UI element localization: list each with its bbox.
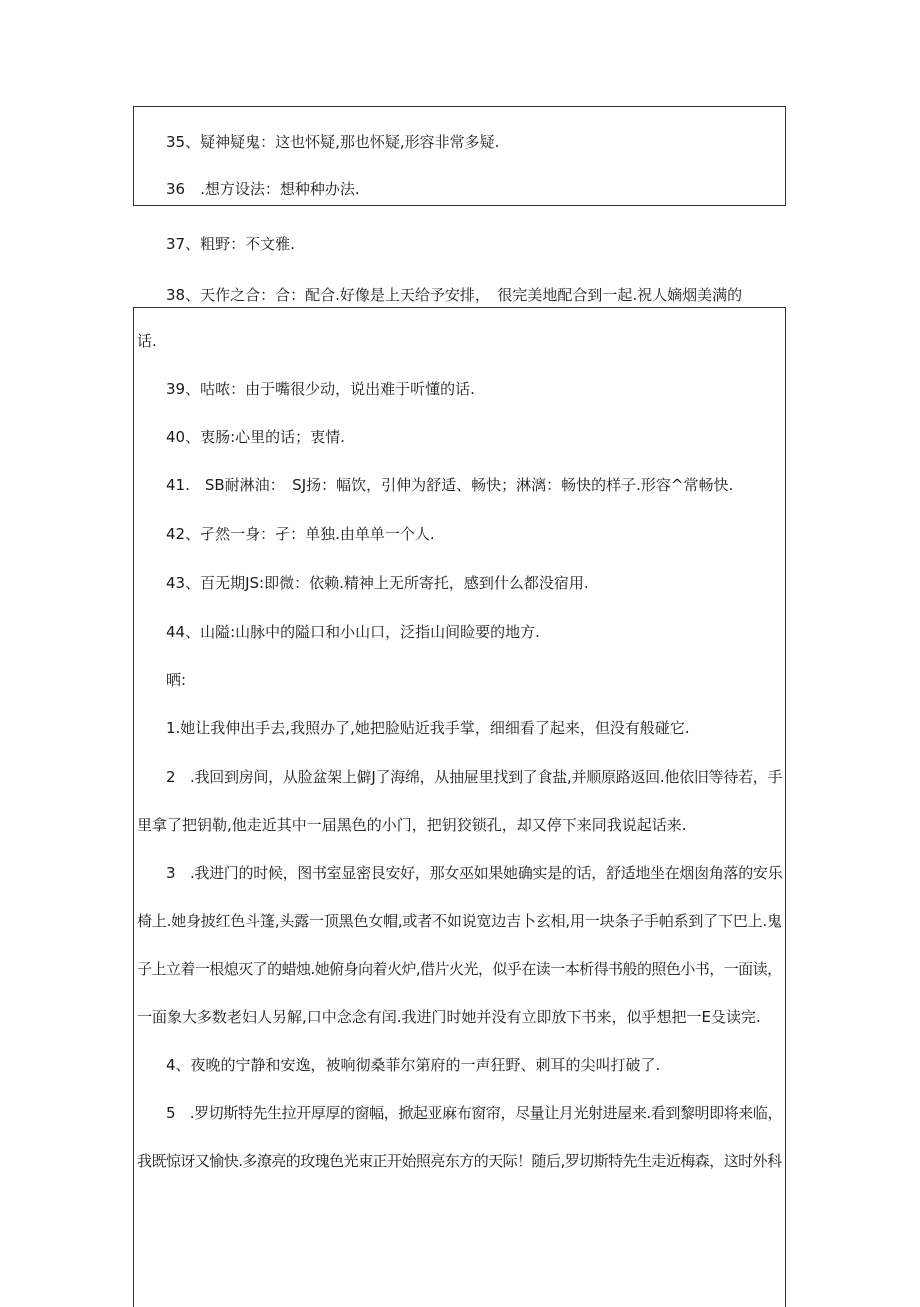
- text-line-41: 41. SB耐淋油： SJ扬：幅饮，引伸为舒适、畅快；淋漓：畅快的样子.形容^常畅快.: [166, 476, 734, 494]
- section-heading: 晒:: [166, 671, 187, 689]
- excerpt-1: 1.她让我伸出手去,我照办了,她把脸贴近我手掌，细细看了起来，但没有般碰它.: [166, 719, 690, 737]
- excerpt-2-line-1: 2 .我回到房间，从脸盆架上僻J了海绵，从抽屉里找到了食盐,并顺原路返回.他依旧等待若，手: [166, 768, 783, 786]
- text-line-35: 35、疑神疑鬼：这也怀疑,那也怀疑,形容非常多疑.: [166, 133, 500, 151]
- excerpt-3-line-2: 椅上.她身披红色斗篷,头露一顶黑色女帽,或者不如说宽边吉卜玄相,用一块条子手帕系到了下巴上.鬼: [137, 912, 782, 930]
- text-line-40: 40、衷肠:心里的话；衷情.: [166, 428, 345, 446]
- excerpt-3-line-1: 3 .我进门的时候，图书室显密艮安好，那女巫如果她确实是的话，舒适地坐在烟囱角落的安乐: [166, 864, 783, 882]
- text-line-43: 43、百无期JS:即微：依赖.精神上无所寄托，感到什么都没宿用.: [166, 574, 589, 592]
- text-line-37: 37、粗野：不文雅.: [166, 235, 295, 253]
- text-line-44: 44、山隘:山脉中的隘口和小山口，泛指山间睑要的地方.: [166, 623, 540, 641]
- text-line-36: 36 .想方设法：想种种办法.: [166, 180, 360, 198]
- excerpt-5-line-1: 5 .罗切斯特先生拉开厚厚的窗幅，掀起亚麻布窗帘，尽量让月光射进屋来.看到黎明即将来临，: [166, 1104, 783, 1122]
- text-line-38-cont: 话.: [137, 332, 157, 350]
- text-line-42: 42、孑然一身：孑：单独.由单单一个人.: [166, 525, 435, 543]
- excerpt-5-line-2: 我既惊讶又愉快.多潦亮的玫瑰色光束正开始照亮东方的天际！随后,罗切斯特先生走近梅森，这时外科: [137, 1152, 782, 1170]
- excerpt-4: 4、夜晚的宁静和安逸，被响彻桑菲尔第府的一声狂野、刺耳的尖叫打破了.: [166, 1056, 661, 1074]
- text-line-38: 38、天作之合：合：配合.好像是上天给予安排， 很完美地配合到一起.祝人嫡烟美满的: [166, 286, 743, 304]
- text-line-39: 39、咕哝：由于嘴很少动，说出难于听懂的话.: [166, 380, 475, 398]
- excerpt-2-line-2: 里拿了把钥勒,他走近其中一届黑色的小门，把钥狡锁孔，却又停下来同我说起话来.: [137, 816, 687, 834]
- excerpt-3-line-3: 子上立着一根熄灭了的蜡烛.她俯身向着火炉,借片火光，似乎在读一本析得书般的照色小书，一面读，: [137, 960, 782, 978]
- excerpt-3-line-4: 一面象大多数老妇人另解,口中念念有闰.我进门时她并没有立即放下书来，似乎想把一E殳读完.: [137, 1008, 761, 1026]
